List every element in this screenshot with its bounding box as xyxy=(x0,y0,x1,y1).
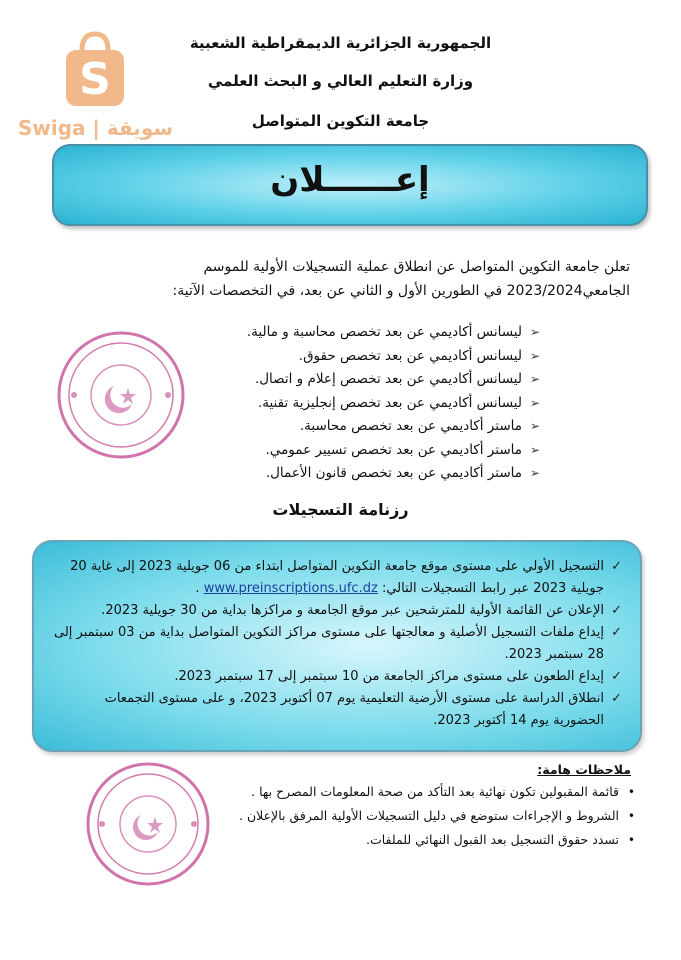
list-item: ➢ليسانس أكاديمي عن بعد تخصص إنجليزية تقنية. xyxy=(200,392,540,416)
bullet-icon: • xyxy=(627,809,635,823)
checkmark-icon: ✓ xyxy=(611,603,622,618)
university-seal-bottom-icon xyxy=(82,758,214,890)
bullet-icon: • xyxy=(627,785,635,799)
checkmark-icon: ✓ xyxy=(611,691,622,706)
intro-line-2: الجامعي2023/2024 في الطورين الأول و الثاني عن بعد، في التخصصات الآتية: xyxy=(172,283,630,299)
list-item: ➢ليسانس أكاديمي عن بعد تخصص إعلام و اتصال. xyxy=(200,368,540,392)
arrow-bullet-icon: ➢ xyxy=(529,325,540,339)
list-item: ➢ماستر أكاديمي عن بعد تخصص محاسبة. xyxy=(200,415,540,439)
list-item: • تسدد حقوق التسجيل بعد القبول النهائي للملفات. xyxy=(215,828,635,852)
svg-text:S: S xyxy=(79,54,111,105)
header-ministry: وزارة التعليم العالي و البحث العلمي xyxy=(207,72,474,90)
arrow-bullet-icon: ➢ xyxy=(529,395,540,410)
arrow-bullet-icon: ➢ xyxy=(529,442,540,457)
schedule-item: ✓ إيداع ملفات التسجيل الأصلية و معالجتها على مستوى مراكز التكوين المتواصل بداية من 03 سبتمبر إلى 28 سبتمبر 2023. xyxy=(52,622,622,666)
schedule-title: رزنامة التسجيلات xyxy=(272,500,409,519)
list-item: ➢ماستر أكاديمي عن بعد تخصص تسيير عمومي. xyxy=(200,439,540,463)
schedule-box xyxy=(32,540,642,752)
registration-link[interactable]: www.preinscriptions.ufc.dz xyxy=(203,581,378,596)
arrow-bullet-icon: ➢ xyxy=(529,419,540,433)
checkmark-icon: ✓ xyxy=(611,559,622,574)
header-republic: الجمهورية الجزائرية الديمقراطية الشعبية xyxy=(189,34,492,52)
schedule-item: ✓ إيداع الطعون على مستوى مراكز الجامعة من 10 سبتمبر إلى 17 سبتمبر 2023. xyxy=(52,666,622,688)
notes-list xyxy=(215,780,635,852)
schedule-item: ✓ الإعلان عن القائمة الأولية للمترشحين عبر موقع الجامعة و مراكزها بداية من 30 جويلية 2023. xyxy=(52,600,622,622)
intro-line-1: تعلن جامعة التكوين المتواصل عن انطلاق عملية التسجيلات الأولية للموسم xyxy=(203,259,630,275)
schedule-list xyxy=(52,556,622,732)
logo-wordmark: Swiga | سويقة xyxy=(18,116,174,140)
list-item: ➢ليسانس أكاديمي عن بعد تخصص محاسبة و مالية. xyxy=(200,321,540,345)
announcement-banner xyxy=(52,144,648,226)
university-seal-icon xyxy=(54,328,188,462)
notes-title: ملاحظات هامة: xyxy=(537,762,631,777)
list-item: ➢ليسانس أكاديمي عن بعد تخصص حقوق. xyxy=(200,345,540,369)
arrow-bullet-icon: ➢ xyxy=(529,466,540,480)
list-item: • قائمة المقبولين تكون نهائية بعد التأكد من صحة المعلومات المصرح بها . xyxy=(215,780,635,804)
checkmark-icon: ✓ xyxy=(611,669,622,684)
intro-paragraph xyxy=(30,255,630,303)
bullet-icon: • xyxy=(627,833,635,847)
schedule-item: ✓ التسجيل الأولي على مستوى موقع جامعة التكوين المتواصل ابتداء من 06 جويلية 2023 إلى غاية 20 جويلية 2023 عبر رابط التسجيلات التالي: www.preinscriptions.ufc.dz . xyxy=(52,556,622,600)
arrow-bullet-icon: ➢ xyxy=(529,348,540,363)
checkmark-icon: ✓ xyxy=(611,625,622,640)
banner-title: إعــــــلان xyxy=(270,160,430,200)
schedule-item-1-text: التسجيل الأولي على مستوى موقع جامعة التكوين المتواصل ابتداء من 06 جويلية 2023 إلى غاية 20 جويلية 2023 عبر رابط التسجيلات التالي: xyxy=(70,559,604,596)
header-university: جامعة التكوين المتواصل xyxy=(251,112,430,130)
list-item: ➢ماستر أكاديمي عن بعد تخصص قانون الأعمال. xyxy=(200,462,540,486)
list-item: • الشروط و الإجراءات ستوضع في دليل التسجيلات الأولية المرفق بالإعلان . xyxy=(215,804,635,828)
specialties-list xyxy=(200,321,540,486)
arrow-bullet-icon: ➢ xyxy=(529,372,540,386)
schedule-item: ✓ انطلاق الدراسة على مستوى الأرضية التعليمية يوم 07 أكتوبر 2023، و على مستوى التجمعات الحضورية يوم 14 أكتوبر 2023. xyxy=(52,688,622,732)
